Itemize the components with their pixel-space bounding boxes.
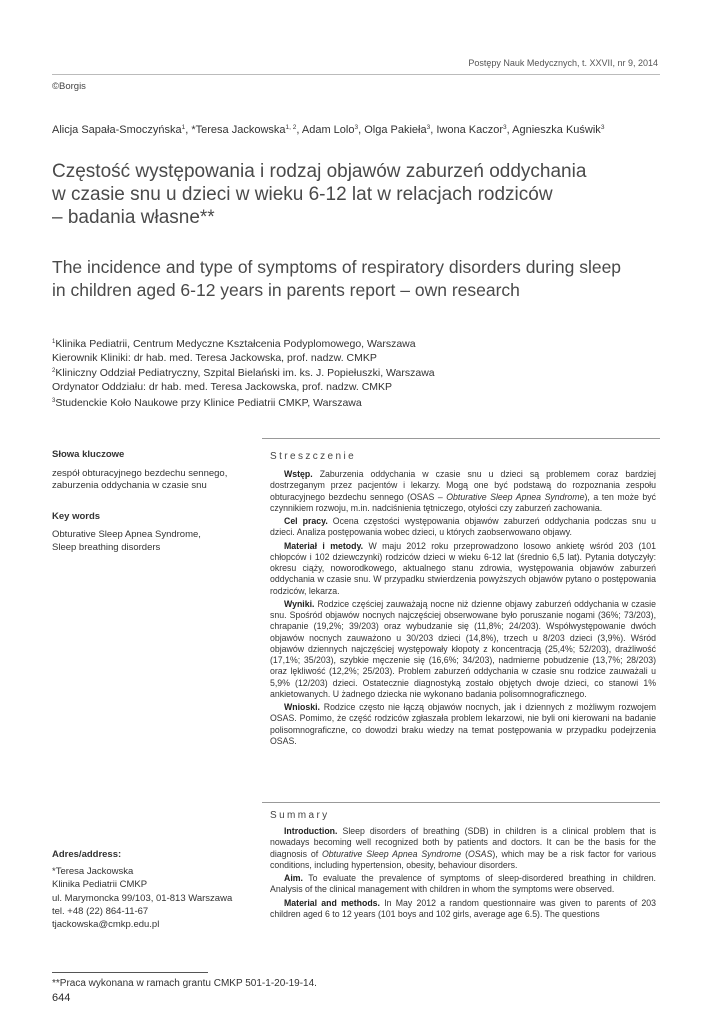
affiliation-text: Kliniczny Oddział Pediatryczny, Szpital Bielański im. ks. J. Popiełuszki, Warszawa	[55, 367, 435, 380]
author-name: Olga Pakieła	[364, 124, 427, 136]
affiliation-text: Studenckie Koło Naukowe przy Klinice Pediatrii CMKP, Warszawa	[55, 396, 362, 409]
abstract-paragraph: Materiał i metody. W maju 2012 roku przeprowadzono losowo ankietę wśród 203 (101 chłopców i 102 dziewczynki) rodziców dzieci w wieku 6-12 lat (średnio 6,5 lat). Pytania dotyczyły: okresu ciąży, noworodkowego, aktualnego stanu zdrowia, występowania objawów zaburzeń oddychania w czasie snu. W przypadku stwierdzenia powyższych objawów pytano o postępowania rodziców, lekarza.	[270, 540, 657, 596]
footnote: **Praca wykonana w ramach grantu CMKP 501-1-20-19-14.	[52, 978, 317, 989]
abstract-paragraph: Aim. To evaluate the prevalence of symptoms of sleep-disordered breathing in children. Analysis of the clinical management with children in whom the symptoms were observed.	[270, 873, 656, 895]
address-line: ul. Marymoncka 99/103, 01-813 Warszawa	[52, 892, 233, 904]
footnote-rule	[52, 972, 208, 973]
affiliation-mark: 3	[52, 397, 56, 404]
keywords-polish	[52, 449, 252, 493]
abstract-polish	[270, 469, 656, 749]
keywords-heading: Słowa kluczowe	[52, 449, 125, 460]
author-affiliation-mark: 1, 2	[285, 124, 297, 131]
affiliation-line	[52, 352, 435, 366]
address-line: tel. +48 (22) 864-11-67	[52, 905, 149, 917]
address-line: Klinika Pediatrii CMKP	[52, 879, 148, 891]
abstract-italic-term: Obturative Sleep Apnea Syndrome	[322, 848, 462, 859]
address-heading: Adres/address:	[52, 849, 122, 860]
affiliation-mark: 1	[52, 339, 56, 345]
abstract-section-label: Introduction.	[284, 826, 338, 836]
keywords-sidebar	[52, 449, 252, 554]
keywords-english	[52, 511, 252, 555]
title-english	[52, 256, 672, 302]
author-name: *Teresa Jackowska	[191, 124, 286, 136]
author-affiliation-mark: 1	[181, 124, 186, 131]
header-rule	[52, 74, 660, 75]
abstract-heading-english: Summary	[270, 810, 330, 821]
title-polish	[52, 160, 652, 229]
abstract-section-label: Material and methods.	[284, 897, 380, 908]
author-affiliation-mark: 3	[354, 124, 359, 131]
author-list: Alicja Sapała-Smoczyńska$^1$, *Teresa Jackowska$^{1, 2}$, Adam Lolo$^3$, Olga Pakieła$^3$, Iwona Kaczor$^3$, Agnieszka Kuświk$^3$	[52, 124, 605, 136]
title-en-line: The incidence and type of symptoms of respiratory disorders during sleep	[52, 257, 622, 277]
abstract-section-label: Aim.	[284, 873, 303, 883]
keyword-line: zaburzenia oddychania w czasie snu	[52, 480, 207, 491]
author-affiliation-mark: 3	[503, 124, 507, 131]
abstract-section-label: Wyniki.	[284, 598, 315, 609]
affiliation-text: Klinika Pediatrii, Centrum Medyczne Kształcenia Podyplomowego, Warszawa	[55, 338, 416, 350]
abstract-paragraph: Wstęp. Zaburzenia oddychania w czasie snu u dzieci są problemem coraz bardziej dostrzeganym przez pacjentów i lekarzy. Mogą one być podstawą do rozpoznania zespołu obturacyjnego bezdechu sennego (OSAS – Obturative Sleep Apnea Syndrome), a ten może być czynnikiem rozwoju, m.in. nadciśnienia tętniczego, otyłości czy zaburzeń zachowania.	[270, 469, 656, 513]
author-name: Adam Lolo	[301, 124, 355, 136]
author-affiliation-mark: 3	[600, 124, 605, 131]
publisher-mark: ©Borgis	[52, 81, 86, 92]
correspondence-address	[52, 848, 262, 931]
abstract-italic-term: OSAS	[467, 848, 493, 859]
page-number: 644	[52, 992, 71, 1004]
keywords-heading: Key words	[52, 510, 101, 522]
abstract-paragraph: Introduction. Sleep disorders of breathing (SDB) in children is a clinical problem that is nowadays becoming well recognized both by patients and doctors. It can be the basis for the diagnosis of Obturative Sleep Apnea Syndrome (OSAS), which may be a risk factor for various conditions, including hypertension, obesity, behaviour disorders.	[270, 826, 656, 870]
abstract-section-label: Cel pracy.	[284, 516, 328, 526]
abstract-english	[270, 826, 656, 922]
keyword-line: Obturative Sleep Apnea Syndrome,	[52, 529, 201, 540]
author-affiliation-mark: 3	[426, 124, 431, 131]
abstract-paragraph: Wnioski. Rodzice często nie łączą objawów nocnych, jak i dziennych z możliwym rozwojem OSAS. Pomimo, że część rodziców zgłaszała problem lekarzowi, nie byli oni kierowani na badanie polisomnograficzne, co dowodzi braku wiedzy na temat postępowania w przypadku podejrzenia OSAS.	[270, 702, 656, 746]
affiliation-line	[52, 336, 435, 352]
title-pl-line: w czasie snu u dzieci w wieku 6-12 lat w relacjach rodziców	[52, 184, 553, 205]
title-pl-line: Częstość występowania i rodzaj objawów zaburzeń oddychania	[52, 161, 587, 182]
keyword-line: zespół obturacyjnego bezdechu sennego,	[52, 467, 228, 479]
author-name: Alicja Sapała-Smoczyńska	[52, 124, 182, 136]
title-en-line: in children aged 6-12 years in parents report – own research	[52, 280, 520, 300]
author-name: Agnieszka Kuświk	[512, 124, 601, 136]
abstract-paragraph: Material and methods. In May 2012 a random questionnaire was given to parents of 203 children aged 6 to 12 years (101 boys and 102 girls, average age 6.5). The questions	[270, 897, 656, 919]
affiliation-mark: 2	[52, 368, 56, 375]
abstract-section-label: Wstęp.	[284, 469, 313, 479]
author-name: Iwona Kaczor	[436, 124, 504, 136]
address-line: *Teresa Jackowska	[52, 866, 134, 878]
abstract-section-label: Wnioski.	[284, 702, 320, 712]
affiliation-line	[52, 365, 435, 381]
abstract-paragraph: Wyniki. Rodzice częściej zauważają nocne niż dzienne objawy zaburzeń oddychania w czasie snu. Spośród objawów nocnych najczęściej obserwowane było poruszanie nogami (36%; 73/203), chrapanie (19,2%; 39/203) oraz wybudzanie się (11,8%; 24/203). Współwystępowanie dwóch objawów nocnych zauważono u 30/203 dzieci (14,8%), trzech u 8/203 dzieci (3,9%). Wśród objawów dziennych najczęściej występowały kłopoty z koncentracją (25,4%; 52/203), drażliwość (17,1%; 35/203), szybkie męczenie się (16,6%; 34/203), nadmierne pobudzenie (13,7%; 28/203) oraz lękliwość (12,2%; 25/203). Problem zaburzeń oddychania w czasie snu rodzice zauważali u 5,9% (12/203) dzieci. Ostatecznie diagnostyką zostało objętych dwoje dzieci, co stanowi 1% ankietowanych. U żadnego dziecka nie wykonano badania polisomnograficznego.	[270, 598, 656, 699]
affiliation-line	[52, 381, 435, 395]
keyword-line: Sleep breathing disorders	[52, 541, 161, 553]
email-link[interactable]: tjackowska@cmkp.edu.pl	[52, 919, 160, 931]
abstract-rule	[262, 438, 660, 439]
abstract-heading-polish: Streszczenie	[270, 451, 357, 462]
abstract-italic-term: Obturative Sleep Apnea Syndrome	[446, 491, 585, 502]
abstract-section-label: Materiał i metody.	[284, 540, 364, 551]
summary-rule	[262, 802, 660, 803]
journal-citation: Postępy Nauk Medycznych, t. XXVII, nr 9, 2014	[468, 58, 658, 68]
abstract-paragraph: Cel pracy. Ocena częstości występowania objawów zaburzeń oddychania podczas snu u dzieci. Analiza postępowania wobec dzieci, u których zaobserwowano objawy.	[270, 516, 656, 538]
affiliation-text: Kierownik Kliniki: dr hab. med. Teresa Jackowska, prof. nadzw. CMKP	[52, 351, 377, 364]
title-pl-line: – badania własne**	[52, 207, 215, 228]
affiliation-text: Ordynator Oddziału: dr hab. med. Teresa Jackowska, prof. nadzw. CMKP	[52, 381, 393, 394]
affiliations	[52, 336, 435, 411]
affiliation-line	[52, 395, 435, 411]
